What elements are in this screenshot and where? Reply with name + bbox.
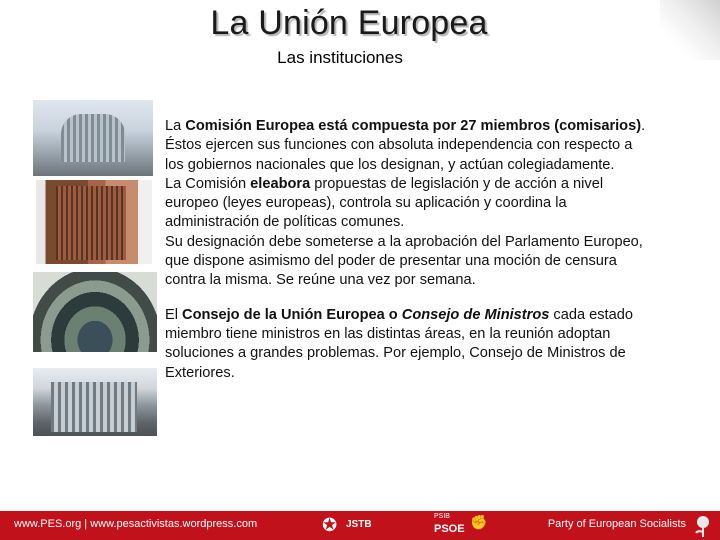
paragraph-commission (165, 117, 655, 291)
council-building-photo (33, 368, 157, 436)
text-run: cada estado miembro tiene ministros en las distintas áreas, en la reunión adoptan soluciones a grandes problemas. Por ejemplo, Consejo de Ministros de Exteriores. (165, 306, 633, 381)
text-run: . Éstos ejercen sus funciones con absoluta independencia con respecto a los gobiernos nacionales que los designan, y actúan colegiadamente. (165, 118, 646, 173)
text-run: Su designación debe someterse a la aprobación del Parlamento Europeo, que dispone asimismo del poder de presentar una moción de censura contra la misma. Se reúne una vez por semana. (165, 233, 643, 289)
jstb-logo: JSTB (346, 519, 372, 530)
text-run: La Comisión (165, 175, 251, 192)
slide-title: La Unión Europea (210, 4, 488, 42)
party-name: Party of European Socialists (547, 518, 686, 530)
slide-subtitle: Las instituciones (277, 48, 403, 67)
rose-icon (690, 512, 716, 538)
commission-building-photo (36, 180, 152, 264)
text-run: propuestas de legislación y de acción a nivel europeo (leyes europeas), controla su aplicación y coordina la administración de políticas comunes. (165, 175, 604, 231)
parliament-hemicycle-photo (33, 272, 157, 352)
parliament-building-photo (33, 100, 153, 176)
text-run-bold: Consejo de la Unión Europea o (182, 306, 402, 323)
text-run: La (165, 118, 186, 134)
psoe-logo: PSOE (434, 523, 465, 535)
text-run-bold-italic: Consejo de Ministros (401, 306, 550, 323)
text-run-bold: eleabora (250, 175, 311, 192)
body-text (165, 117, 655, 383)
footer-links[interactable]: www.PES.org | www.pesactivistas.wordpress.com (14, 518, 258, 530)
paragraph-council (165, 306, 655, 383)
star-logo-icon: ✪ (322, 515, 338, 535)
text-run-bold: Comisión Europea está compuesta por 27 miembros (comisarios) (185, 118, 642, 134)
text-run: El (165, 306, 183, 323)
fist-logo-icon: ✊ (470, 514, 488, 530)
psib-logo: PSIB (434, 513, 450, 520)
